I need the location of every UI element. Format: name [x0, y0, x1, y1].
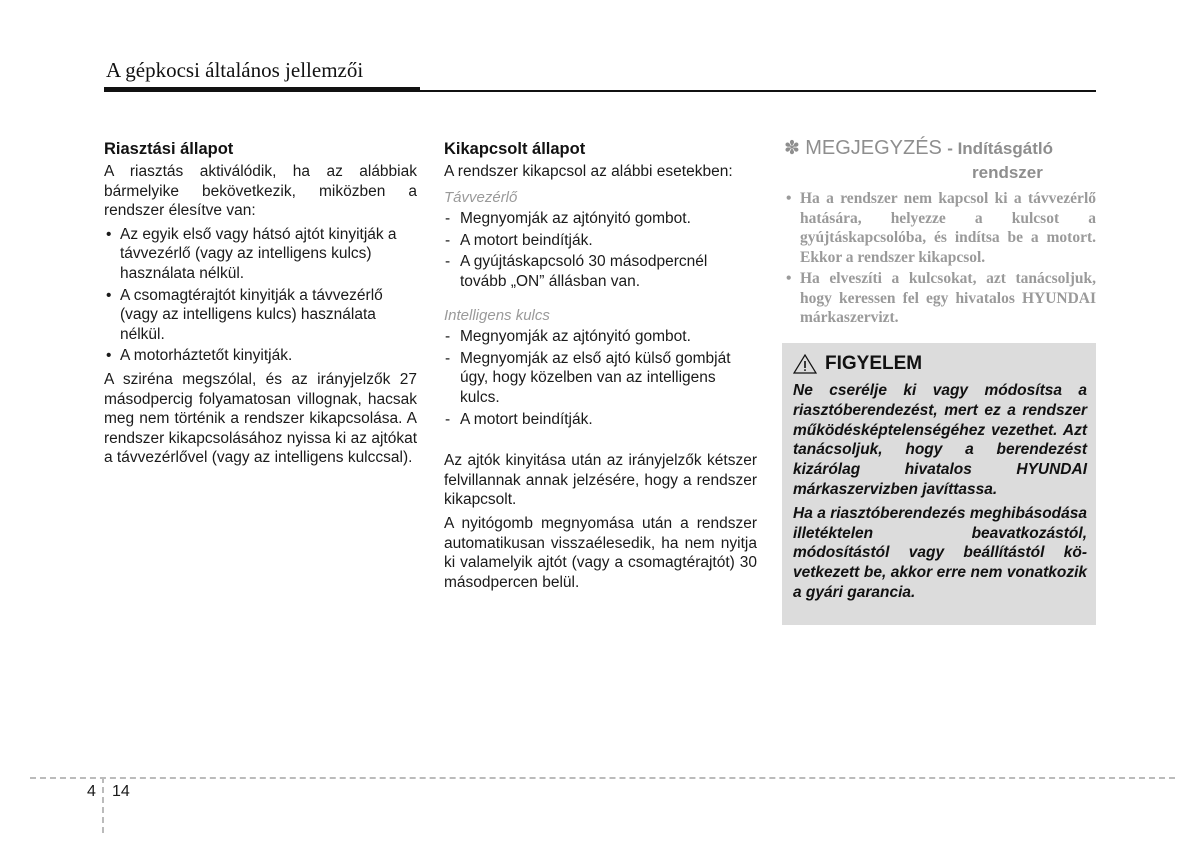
footer-vertical-divider — [102, 777, 104, 833]
chapter-title: A gépkocsi általános jellemzői — [106, 58, 364, 82]
column-alarm-state — [104, 138, 417, 472]
warning-triangle-icon — [793, 354, 817, 374]
warning-paragraph-2: Ha a riasztóberendezés meghibásodása illetéktelen beavatkozástól, módosítástól vagy beállítástól következett be, akkor erre nem vonatkozik a gyári garancia. — [793, 504, 1087, 601]
footer-divider — [30, 777, 1175, 779]
header-rule-thin — [420, 90, 1096, 92]
disarmed-paragraph-1: Az ajtók kinyitása után az irányjelzők kétszer felvillannak annak jelzésére, hogy a rendszer kikapcsolt. — [444, 452, 757, 509]
chapter-number: 4 — [87, 783, 96, 800]
list-item: - A motort beindítják. — [444, 410, 757, 430]
list-item: - Megnyomják az ajtónyitó gombot. — [444, 327, 757, 347]
list-item: - A gyújtáskapcsoló 30 másodpercnél tovább „ON” állásban van. — [444, 252, 757, 291]
warning-heading — [793, 351, 1087, 377]
list-item: - Megnyomják az első ajtó külső gombját úgy, hogy közelben van az intelligens kulcs. — [444, 349, 757, 408]
alarm-state-paragraph: A sziréna megszólal, és az irányjelzők 27 másodpercig folyamatosan villognak, hacsak meg nem történik a rendszer kikapcsolása. A rendszer kikapcsolásához nyissa ki az ajtókat a távvezérlővel (vagy az intelligens kulccsal). — [104, 370, 417, 467]
list-item: - Megnyomják az ajtónyitó gombot. — [444, 209, 757, 229]
list-item: • Ha elveszíti a kulcsokat, azt tanácsoljuk, hogy keressen fel egy hivatalos HYUNDAI márkaszervizt. — [784, 269, 1096, 328]
note-subtitle-2: rendszer — [972, 163, 1043, 182]
disarmed-paragraph-2: A nyitógomb megnyomása után a rendszer automatikusan visszaélesedik, ha nem nyitja ki valamelyik ajtót (vagy a csomagtérajtót) 30 másodpercen belül. — [444, 514, 757, 591]
list-item: • A motorháztetőt kinyitják. — [104, 346, 417, 366]
note-subtitle-1: - Indításgátló — [947, 139, 1053, 158]
remote-list — [444, 209, 757, 291]
warning-box — [782, 343, 1096, 625]
note-heading — [784, 136, 1096, 185]
alarm-state-heading: Riasztási állapot — [104, 140, 234, 158]
list-item: • Ha a rendszer nem kapcsol ki a távvezérlő hatására, helyezze a kulcsot a gyújtáskapcsolóba, és indítsa be a motort. Ekkor a rendszer kikapcsol. — [784, 189, 1096, 267]
note-symbol-icon: ✽ — [784, 138, 800, 159]
remote-label: Távvezérlő — [444, 188, 518, 206]
list-item: - A motort beindítják. — [444, 231, 757, 251]
header-rule-thick — [104, 87, 420, 92]
column-disarmed-state — [444, 138, 757, 596]
list-item: • Az egyik első vagy hátsó ajtót kinyitják a távvezérlő (vagy az intelligens kulcs) használata nélkül. — [104, 225, 417, 284]
smartkey-label: Intelligens kulcs — [444, 306, 550, 324]
alarm-state-intro: A riasztás aktiválódik, ha az alábbiak bármelyike bekövetkezik, miközben a rendszer élesítve van: — [104, 163, 417, 220]
list-item: • A csomagtérajtót kinyitják a távvezérlő (vagy az intelligens kulcs) használata nélkül. — [104, 286, 417, 345]
disarmed-state-heading: Kikapcsolt állapot — [444, 140, 586, 158]
note-title: MEGJEGYZÉS — [805, 137, 942, 159]
note-section — [784, 138, 1096, 332]
warning-paragraph-1: Ne cserélje ki vagy módosítsa a riasztóberendezést, mert ez a rendszer működésképtelenségéhez vezethet. Azt tanácsoljuk, hogy a berendezést kizárólag hivatalos HYUNDAI márkaszervizben javíttassa. — [793, 382, 1087, 498]
warning-title: FIGYELEM — [825, 353, 923, 374]
page-number: 14 — [112, 783, 130, 800]
note-list — [784, 189, 1096, 328]
disarmed-state-intro: A rendszer kikapcsol az alábbi esetekben: — [444, 163, 733, 180]
alarm-trigger-list — [104, 225, 417, 366]
smartkey-list — [444, 327, 757, 429]
